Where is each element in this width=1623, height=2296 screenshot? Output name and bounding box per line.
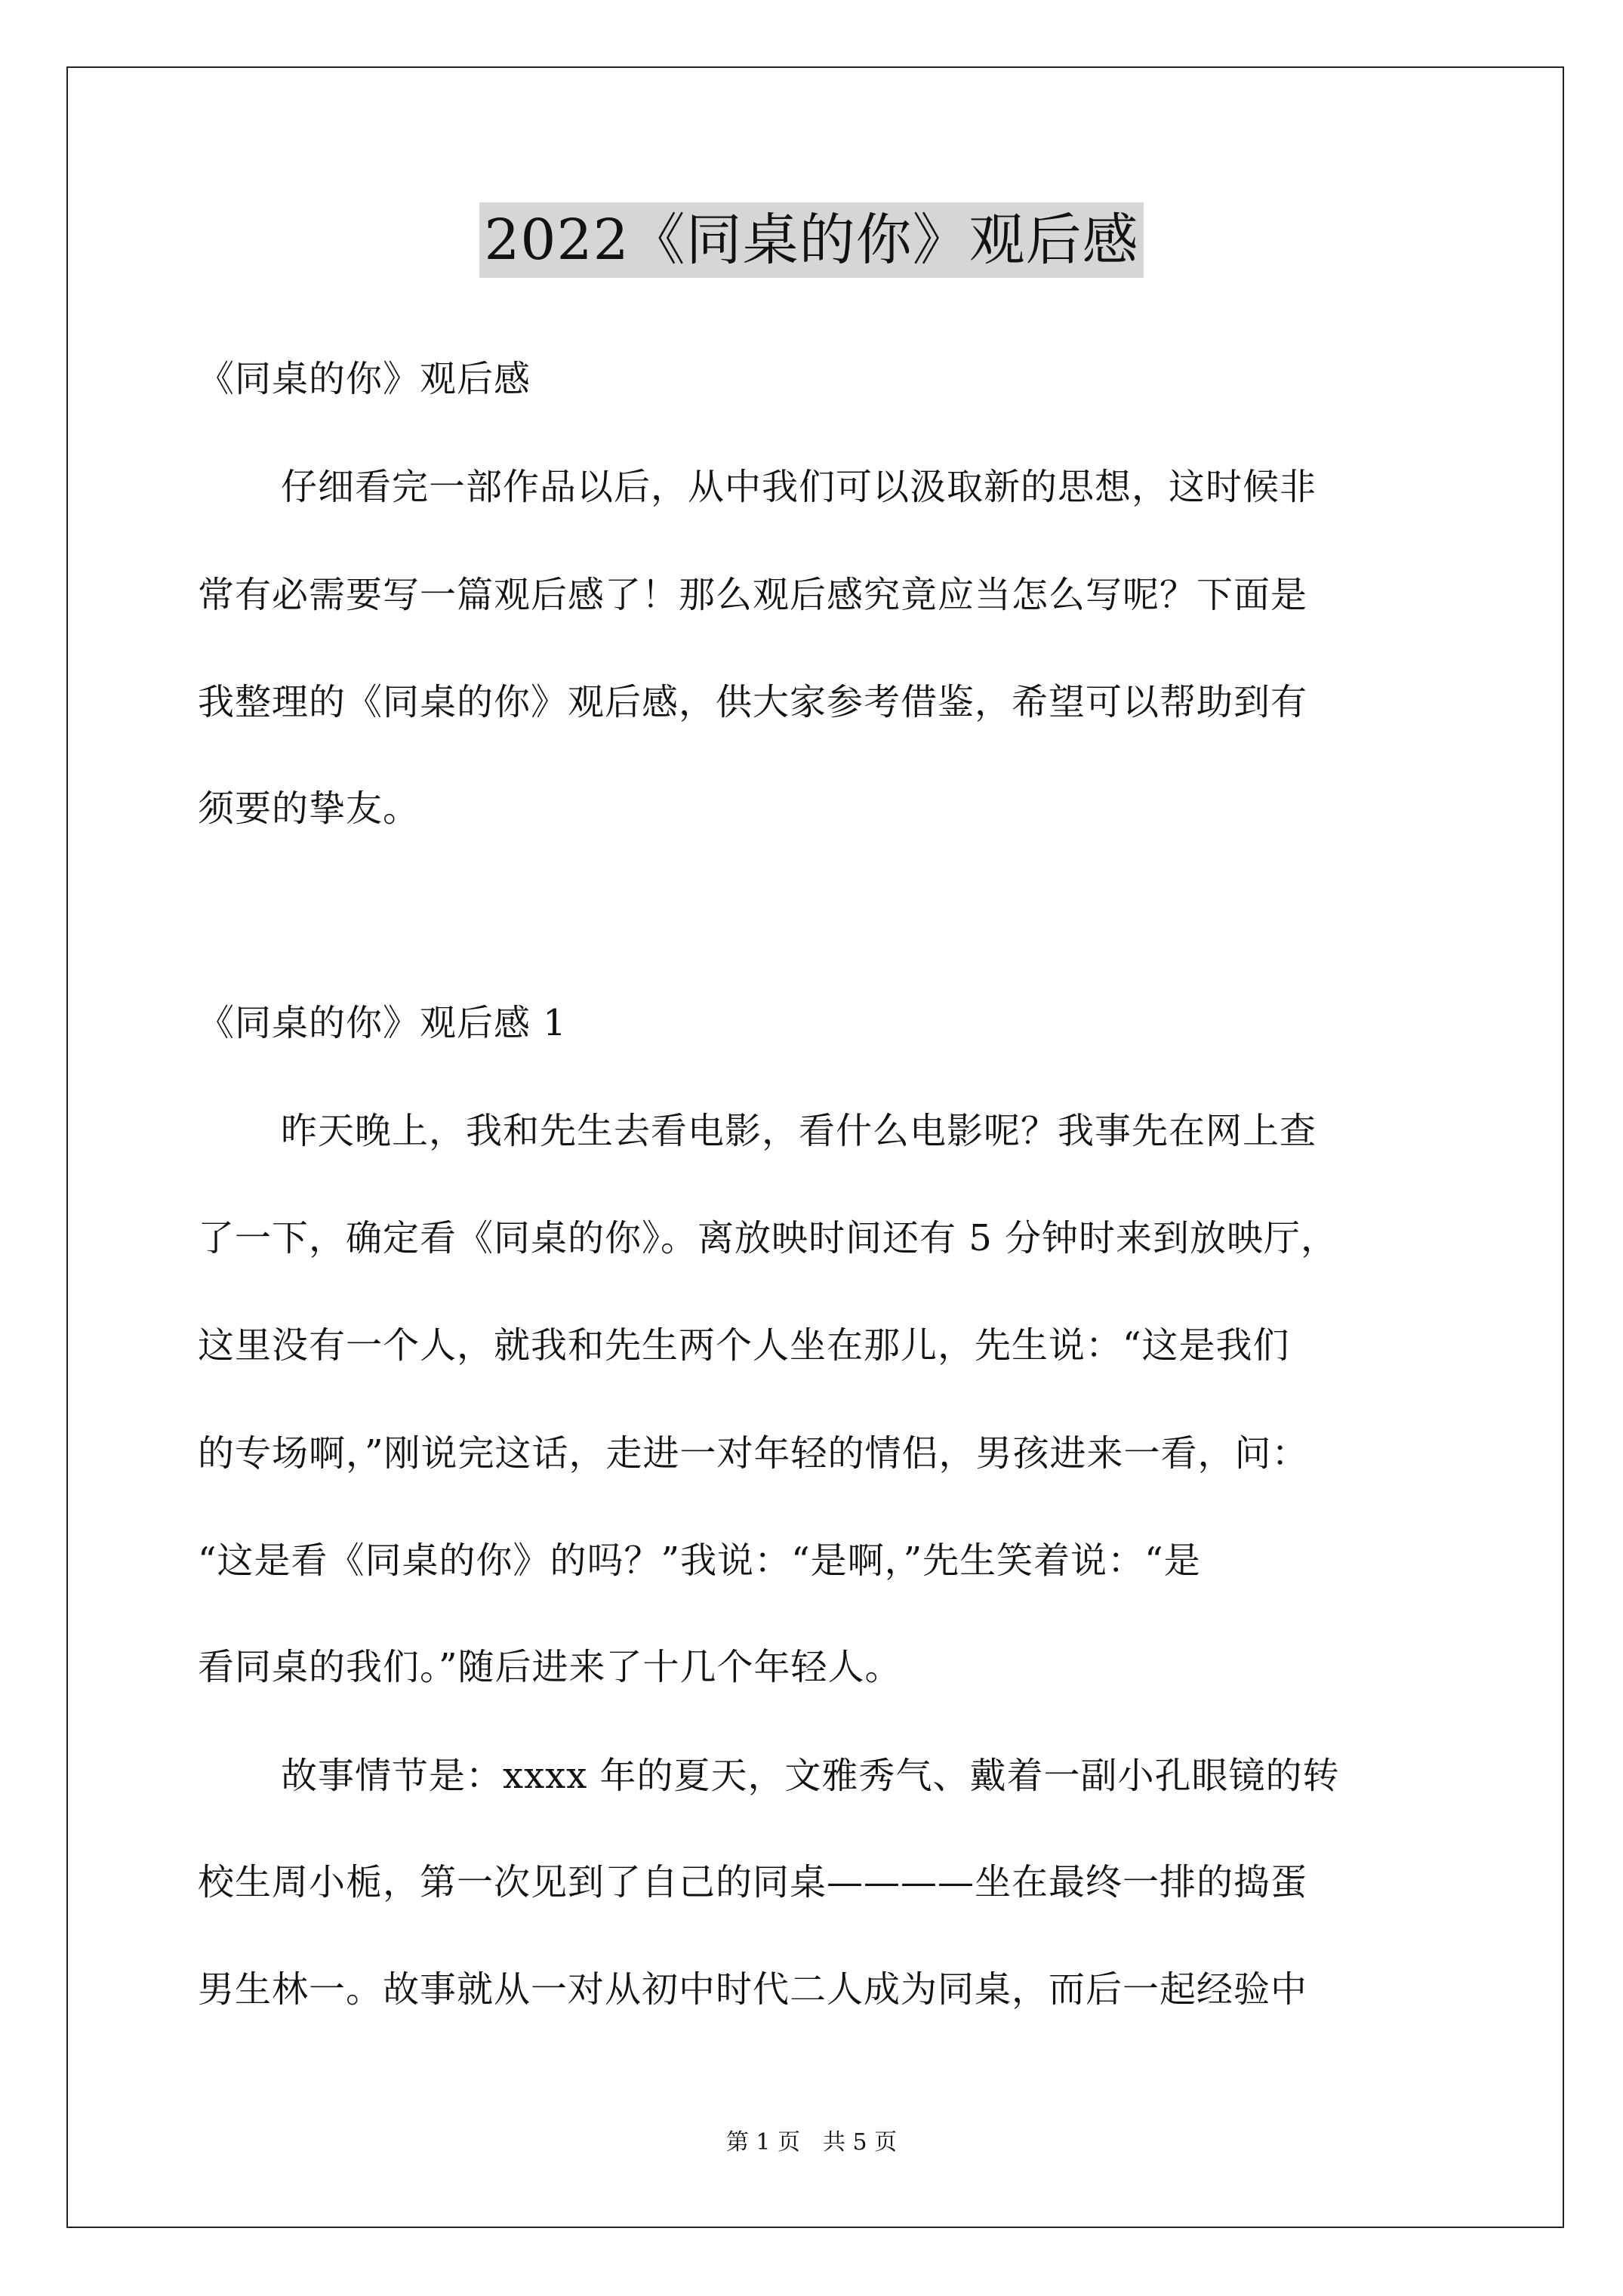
intro-heading: 《同桌的你》观后感 bbox=[198, 358, 531, 400]
page-number: 第 1 页 bbox=[725, 2129, 800, 2156]
paragraph1-line-4: 的专场啊，”刚说完这话，走进一对年轻的情侣，男孩进来一看，问： bbox=[198, 1432, 1309, 1475]
page-footer bbox=[0, 2128, 1623, 2158]
intro-line-4: 须要的挚友。 bbox=[198, 787, 420, 830]
intro-line-1: 仔细看完一部作品以后，从中我们可以汲取新的思想，这时候非 bbox=[281, 466, 1317, 508]
paragraph1-line-3: 这里没有一个人，就我和先生两个人坐在那儿，先生说：“这是我们 bbox=[198, 1324, 1290, 1367]
paragraph2-line-3: 男生林一。故事就从一对从初中时代二人成为同桌，而后一起经验中 bbox=[198, 1968, 1308, 2011]
intro-line-3: 我整理的《同桌的你》观后感，供大家参考借鉴，希望可以帮助到有 bbox=[198, 681, 1308, 723]
paragraph2-line-2: 校生周小栀，第一次见到了自己的同桌————坐在最终一排的捣蛋 bbox=[198, 1861, 1308, 1903]
section-heading: 《同桌的你》观后感 1 bbox=[198, 1002, 567, 1044]
paragraph1-line-2: 了一下，确定看《同桌的你》。离放映时间还有 5 分钟时来到放映厅， bbox=[198, 1217, 1338, 1259]
page-total: 共 5 页 bbox=[823, 2129, 898, 2156]
paragraph2-line-1: 故事情节是：xxxx 年的夏天，文雅秀气、戴着一副小孔眼镜的转 bbox=[281, 1755, 1340, 1797]
intro-line-2: 常有必需要写一篇观后感了！那么观后感究竟应当怎么写呢？下面是 bbox=[198, 574, 1308, 616]
title-container bbox=[0, 202, 1623, 278]
paragraph1-line-6: 看同桌的我们。”随后进来了十几个年轻人。 bbox=[198, 1646, 902, 1688]
paragraph1-line-5: “这是看《同桌的你》的吗？”我说：“是啊，”先生笑着说：“是 bbox=[198, 1539, 1201, 1582]
paragraph1-line-1: 昨天晚上，我和先生去看电影，看什么电影呢？我事先在网上查 bbox=[281, 1110, 1317, 1152]
document-title: 2022《同桌的你》观后感 bbox=[479, 202, 1143, 278]
